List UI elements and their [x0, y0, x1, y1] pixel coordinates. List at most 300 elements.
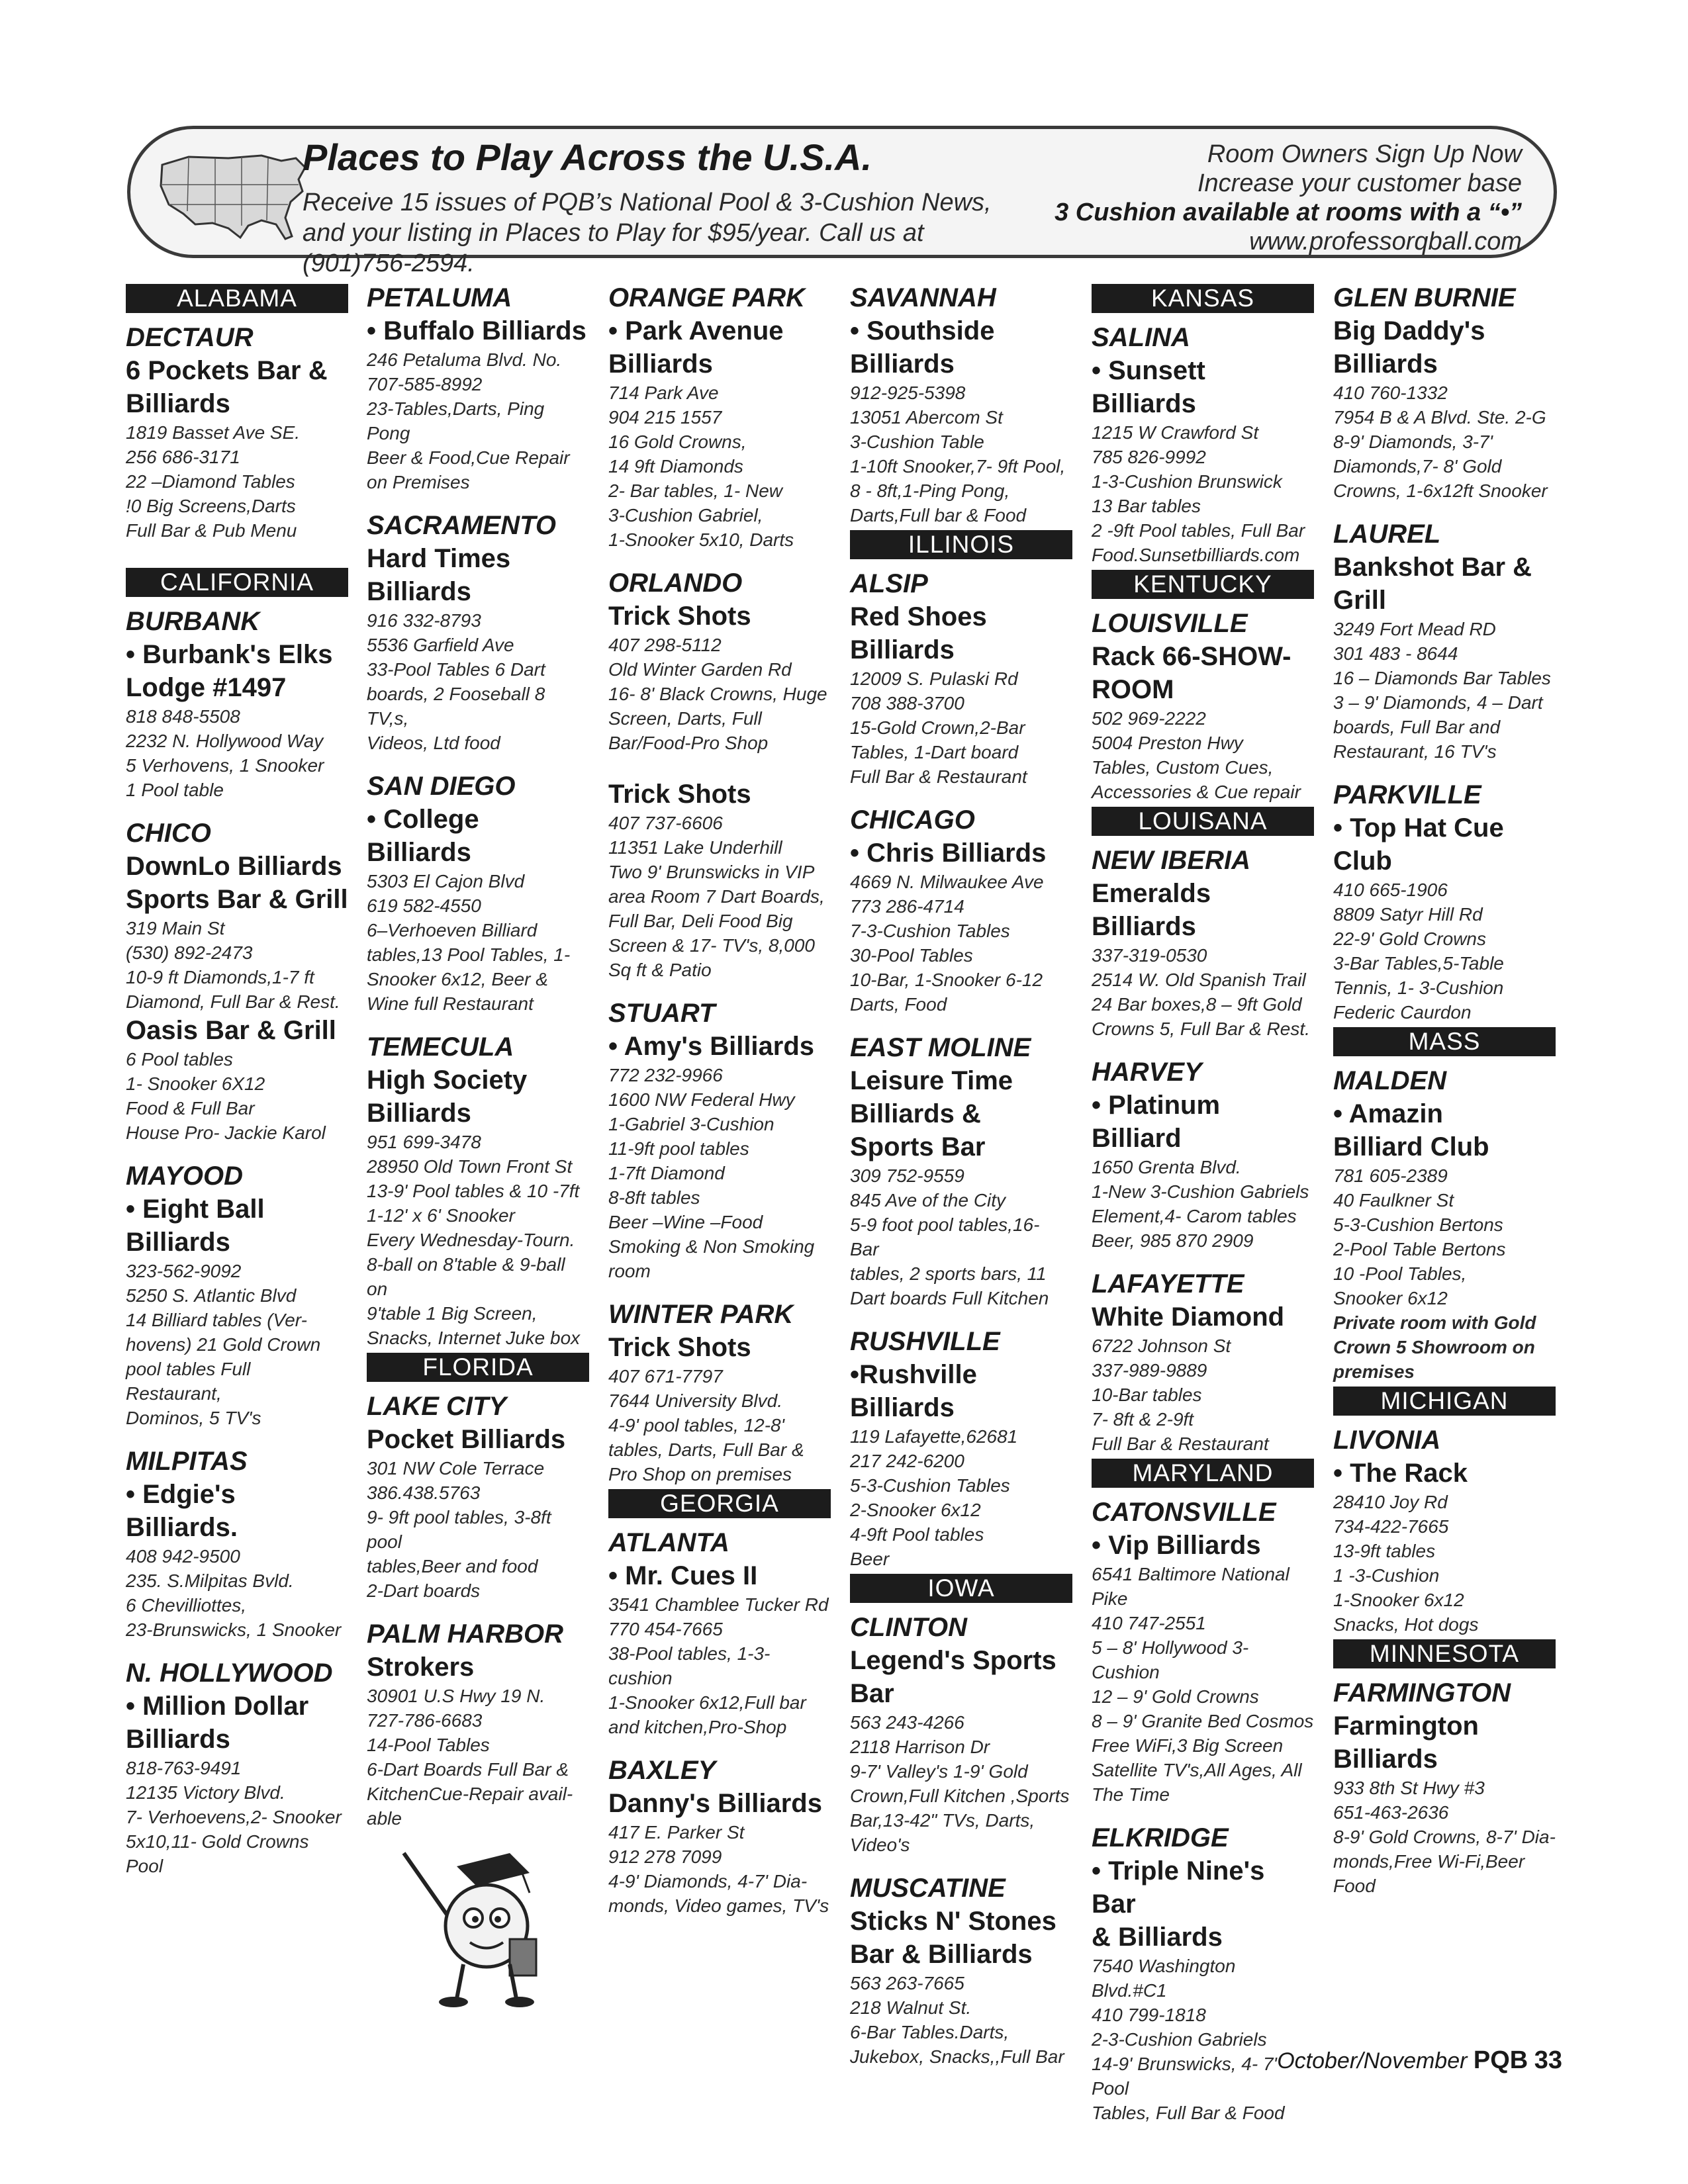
- state-header: MICHIGAN: [1333, 1387, 1556, 1416]
- venue-detail: 714 Park Ave: [608, 383, 719, 403]
- listing-column: [126, 281, 348, 1878]
- venue-detail: 770 454-7665: [608, 1619, 723, 1639]
- venue-detail: Beer –Wine –Food: [608, 1212, 763, 1232]
- venue-detail: 410 747-2551: [1092, 1613, 1206, 1633]
- state-header: KENTUCKY: [1092, 570, 1314, 599]
- venue-detail: Beer, 985 870 2909: [1092, 1230, 1254, 1251]
- venue-detail: Food & Full Bar: [126, 1098, 255, 1118]
- venue-detail: 951 699-3478: [367, 1132, 481, 1152]
- venue-detail: Free WiFi,3 Big Screen: [1092, 1735, 1284, 1756]
- city-heading: N. HOLLYWOOD: [126, 1659, 333, 1688]
- professor-mascot-icon: [377, 1840, 549, 2012]
- city-heading: BAXLEY: [608, 1756, 716, 1785]
- venue-detail: 7540 Washington Blvd.#C1: [1092, 1956, 1236, 2001]
- venue-detail: 9'table 1 Big Screen,: [367, 1303, 538, 1324]
- venue-detail: monds, Video games, TV's: [608, 1895, 829, 1916]
- city-heading: PALM HARBOR: [367, 1619, 564, 1649]
- venue-detail: Snooker 6x12: [1333, 1288, 1448, 1308]
- venue-name: Emeralds Billiards: [1092, 879, 1211, 941]
- venue-detail: 23-Brunswicks, 1 Snooker: [126, 1619, 342, 1640]
- venue-detail: 7644 University Blvd.: [608, 1390, 783, 1411]
- venue-detail: Bar/Food-Pro Shop: [608, 733, 769, 753]
- venue-name: • Platinum Billiard: [1092, 1091, 1221, 1153]
- venue-name: Pocket Billiards: [367, 1425, 566, 1454]
- venue-detail: 1 Pool table: [126, 780, 224, 800]
- venue-detail: 563 263-7665: [850, 1973, 964, 1993]
- venue-detail: 12 – 9' Gold Crowns: [1092, 1686, 1259, 1707]
- venue-detail: 3 – 9' Diamonds, 4 – Dart: [1333, 692, 1543, 713]
- city-heading: STUART: [608, 999, 716, 1028]
- venue-name: ROOM: [1092, 675, 1174, 704]
- venue-detail: 6 Chevilliottes,: [126, 1595, 247, 1615]
- venue-name: •Rushville Billiards: [850, 1360, 977, 1422]
- venue-name: Rack 66-SHOW-: [1092, 642, 1291, 671]
- venue-name: Hard Times: [367, 544, 511, 573]
- venue-name: • Amazin: [1333, 1099, 1443, 1128]
- venue-detail: 408 942-9500: [126, 1546, 240, 1567]
- venue-detail: 818 848-5508: [126, 706, 240, 727]
- venue-detail: 3-Bar Tables,5-Table: [1333, 953, 1504, 974]
- venue-detail: 1- Snooker 6X12: [126, 1073, 265, 1094]
- venue-detail: 16- 8' Black Crowns, Huge: [608, 684, 827, 704]
- venue-name: DownLo Billiards: [126, 852, 342, 881]
- page-title: Places to Play Across the U.S.A.: [303, 136, 872, 178]
- venue-name: • Park Avenue: [608, 316, 784, 345]
- venue-detail: 5303 El Cajon Blvd: [367, 871, 525, 891]
- venue-detail: 218 Walnut St.: [850, 1997, 972, 2018]
- venue-detail: Full Bar, Deli Food Big: [608, 911, 793, 931]
- venue-detail: 5 Verhovens, 1 Snooker: [126, 755, 324, 776]
- venue-detail: 119 Lafayette,62681: [850, 1426, 1018, 1447]
- venue-name: • Mr. Cues II: [608, 1561, 758, 1590]
- city-heading: MALDEN: [1333, 1066, 1447, 1095]
- venue-detail: House Pro- Jackie Karol: [126, 1122, 326, 1143]
- venue-name: White Diamond: [1092, 1302, 1285, 1332]
- venue-name: • College Billiards: [367, 805, 479, 867]
- venue-detail: Satellite TV's,All Ages, All: [1092, 1760, 1302, 1780]
- venue-detail: 16 – Diamonds Bar Tables: [1333, 668, 1551, 688]
- venue-name: Billiard Club: [1333, 1132, 1489, 1161]
- venue-detail: (530) 892-2473: [126, 942, 253, 963]
- venue-detail: 933 8th St Hwy #3: [1333, 1778, 1485, 1798]
- venue-detail: 904 215 1557: [608, 407, 722, 428]
- venue-detail: 5 – 8' Hollywood 3-Cushion: [1092, 1637, 1249, 1682]
- venue-detail: 13-9' Pool tables & 10 -7ft: [367, 1181, 580, 1201]
- venue-detail: 708 388-3700: [850, 693, 964, 713]
- venue-detail: Diamonds,7- 8' Gold: [1333, 456, 1502, 477]
- venue-detail: 386.438.5763: [367, 1482, 481, 1503]
- city-heading: DECTAUR: [126, 323, 254, 352]
- city-heading: ELKRIDGE: [1092, 1823, 1229, 1852]
- venue-detail: 12135 Victory Blvd.: [126, 1782, 285, 1803]
- venue-detail: Snacks, Internet Juke box: [367, 1328, 581, 1348]
- listing-column: [367, 281, 589, 1831]
- venue-detail: Tables, Full Bar & Food: [1092, 2103, 1285, 2123]
- venue-detail: 410 799-1818: [1092, 2005, 1206, 2025]
- venue-name: Billiards: [367, 1099, 471, 1128]
- venue-detail: 773 286-4714: [850, 896, 964, 917]
- venue-name: Billiards: [608, 349, 713, 379]
- venue-detail: 410 760-1332: [1333, 383, 1448, 403]
- venue-name: Sticks N' Stones: [850, 1907, 1056, 1936]
- city-heading: ALSIP: [850, 569, 928, 598]
- venue-highlight: premises: [1333, 1361, 1415, 1382]
- venue-detail: Accessories & Cue repair: [1092, 782, 1301, 802]
- venue-detail: 14 9ft Diamonds: [608, 456, 743, 477]
- venue-detail: 1-3-Cushion Brunswick: [1092, 471, 1282, 492]
- venue-detail: Wine full Restaurant: [367, 993, 534, 1014]
- state-header: ILLINOIS: [850, 530, 1072, 559]
- venue-detail: 8-9' Gold Crowns, 8-7' Dia-: [1333, 1827, 1556, 1847]
- header-right-line: Increase your customer base: [1197, 169, 1522, 197]
- venue-detail: 5250 S. Atlantic Blvd: [126, 1285, 297, 1306]
- venue-detail: 12009 S. Pulaski Rd: [850, 668, 1018, 689]
- venue-name: Bankshot Bar & Grill: [1333, 553, 1532, 615]
- venue-detail: 5x10,11- Gold Crowns Pool: [126, 1831, 309, 1876]
- venue-detail: 11351 Lake Underhill: [608, 837, 782, 858]
- venue-detail: 337-319-0530: [1092, 945, 1207, 966]
- venue-name: • Million Dollar: [126, 1692, 309, 1721]
- venue-detail: 30-Pool Tables: [850, 945, 973, 966]
- venue-detail: 2-Dart boards: [367, 1580, 481, 1601]
- venue-detail: 10 -Pool Tables,: [1333, 1263, 1467, 1284]
- venue-detail: Food.Sunsetbilliards.com: [1092, 545, 1300, 565]
- state-header: MINNESOTA: [1333, 1639, 1556, 1668]
- venue-name: Sports Bar & Grill: [126, 885, 348, 914]
- header-right-line: Room Owners Sign Up Now: [1207, 140, 1522, 168]
- venue-name: Farmington: [1333, 1711, 1479, 1741]
- venue-name: Danny's Billiards: [608, 1789, 822, 1818]
- venue-detail: 13-9ft tables: [1333, 1541, 1436, 1561]
- venue-detail: 912-925-5398: [850, 383, 966, 403]
- venue-detail: 22 –Diamond Tables: [126, 471, 295, 492]
- city-heading: EAST MOLINE: [850, 1033, 1031, 1062]
- venue-detail: 417 E. Parker St: [608, 1822, 745, 1843]
- venue-detail: Tables, Custom Cues,: [1092, 757, 1274, 778]
- venue-name: Trick Shots: [608, 1333, 751, 1362]
- venue-detail: Crown,Full Kitchen ,Sports: [850, 1786, 1070, 1806]
- venue-name: • Edgie's Billiards.: [126, 1480, 238, 1542]
- venue-detail: 38-Pool tables, 1-3-cushion: [608, 1643, 771, 1688]
- venue-detail: 1 -3-Cushion: [1333, 1565, 1440, 1586]
- venue-name: Billiards: [1333, 1745, 1438, 1774]
- venue-detail: 301 483 - 8644: [1333, 643, 1458, 664]
- venue-name: • Triple Nine's Bar: [1092, 1856, 1265, 1919]
- venue-detail: Pro Shop on premises: [608, 1464, 792, 1484]
- city-heading: TEMECULA: [367, 1032, 514, 1062]
- venue-name: Billiards: [126, 1725, 230, 1754]
- venue-detail: Beer: [850, 1549, 890, 1569]
- header-banner: [127, 126, 1557, 277]
- venue-detail: 2-Pool Table Bertons: [1333, 1239, 1506, 1259]
- venue-detail: 4669 N. Milwaukee Ave: [850, 872, 1044, 892]
- venue-detail: Full Bar & Pub Menu: [126, 520, 297, 541]
- venue-detail: Jukebox, Snacks,,Full Bar: [850, 2046, 1064, 2067]
- venue-detail: 5004 Preston Hwy: [1092, 733, 1243, 753]
- venue-detail: 4-9ft Pool tables: [850, 1524, 984, 1545]
- venue-detail: tables,13 Pool Tables, 1-: [367, 944, 571, 965]
- venue-detail: 28410 Joy Rd: [1333, 1492, 1448, 1512]
- venue-name: High Society: [367, 1066, 528, 1095]
- venue-detail: The Time: [1092, 1784, 1170, 1805]
- venue-detail: Dominos, 5 TV's: [126, 1408, 261, 1428]
- website-url: www.professorqball.com: [1249, 228, 1522, 255]
- venue-detail: Screen & 17- TV's, 8,000: [608, 935, 815, 956]
- venue-detail: 4-9' Diamonds, 4-7' Dia-: [608, 1871, 808, 1891]
- venue-detail: 781 605-2389: [1333, 1165, 1448, 1186]
- city-heading: SAVANNAH: [850, 283, 996, 312]
- venue-name: • Sunsett Billiards: [1092, 356, 1205, 418]
- venue-detail: 22-9' Gold Crowns: [1333, 929, 1486, 949]
- venue-detail: 410 665-1906: [1333, 880, 1448, 900]
- venue-name: • The Rack: [1333, 1459, 1468, 1488]
- city-heading: MAYOOD: [126, 1161, 244, 1191]
- venue-detail: 1-Snooker 6x12,Full bar: [608, 1692, 806, 1713]
- state-header: MARYLAND: [1092, 1459, 1314, 1488]
- venue-detail: 3-Cushion Gabriel,: [608, 505, 763, 525]
- listing-column: [850, 281, 1072, 2069]
- state-header: MASS: [1333, 1027, 1556, 1056]
- venue-name: Billiards: [1333, 349, 1438, 379]
- venue-detail: 1650 Grenta Blvd.: [1092, 1157, 1241, 1177]
- venue-detail: Federic Caurdon: [1333, 1002, 1472, 1023]
- venue-detail: Dart boards Full Kitchen: [850, 1288, 1049, 1308]
- venue-detail: Crowns, 1-6x12ft Snooker: [1333, 480, 1548, 501]
- venue-detail: 772 232-9966: [608, 1065, 723, 1085]
- venue-detail: 7954 B & A Blvd. Ste. 2-G: [1333, 407, 1546, 428]
- venue-detail: 1-New 3-Cushion Gabriels: [1092, 1181, 1309, 1202]
- city-heading: BURBANK: [126, 607, 260, 636]
- state-header: KANSAS: [1092, 284, 1314, 313]
- venue-detail: Crowns 5, Full Bar & Rest.: [1092, 1019, 1310, 1039]
- header-sub-line: and your listing in Places to Play for $95/year. Call us at (901)756-2594.: [303, 219, 924, 277]
- listing-column: [608, 281, 831, 1918]
- city-heading: HARVEY: [1092, 1058, 1202, 1087]
- venue-detail: 6–Verhoeven Billiard: [367, 920, 538, 940]
- city-heading: CATONSVILLE: [1092, 1498, 1276, 1527]
- venue-detail: tables,Beer and food: [367, 1556, 538, 1576]
- venue-detail: 1600 NW Federal Hwy: [608, 1089, 795, 1110]
- venue-name: • Eight Ball Billiards: [126, 1195, 265, 1257]
- city-heading: WINTER PARK: [608, 1300, 794, 1329]
- venue-name: Trick Shots: [608, 780, 751, 809]
- venue-detail: 2-Snooker 6x12: [850, 1500, 981, 1520]
- venue-detail: 2118 Harrison Dr: [850, 1737, 990, 1757]
- venue-detail: 33-Pool Tables 6 Dart: [367, 659, 545, 680]
- venue-name: • Top Hat Cue Club: [1333, 813, 1504, 876]
- venue-detail: 7- 8ft & 2-9ft: [1092, 1409, 1194, 1430]
- city-heading: CHICO: [126, 819, 211, 848]
- venue-detail: area Room 7 Dart Boards,: [608, 886, 825, 907]
- header-room-owners-text: [1019, 140, 1522, 256]
- venue-detail: 6 Pool tables: [126, 1049, 233, 1069]
- venue-detail: boards, 2 Fooseball 8 TV,s,: [367, 684, 545, 729]
- venue-detail: 309 752-9559: [850, 1165, 964, 1186]
- venue-highlight: Private room with Gold: [1333, 1312, 1536, 1333]
- venue-name: Strokers: [367, 1653, 475, 1682]
- state-header: ALABAMA: [126, 284, 348, 313]
- venue-detail: 1-Snooker 6x12: [1333, 1590, 1464, 1610]
- venue-detail: 6722 Johnson St: [1092, 1336, 1231, 1356]
- venue-detail: Darts,Full bar & Food: [850, 505, 1027, 525]
- venue-highlight: Crown 5 Showroom on: [1333, 1337, 1535, 1357]
- venue-detail: Tennis, 1- 3-Cushion: [1333, 978, 1504, 998]
- venue-detail: 563 243-4266: [850, 1712, 964, 1733]
- venue-detail: 845 Ave of the City: [850, 1190, 1006, 1210]
- venue-detail: 323-562-9092: [126, 1261, 242, 1281]
- venue-detail: Pike: [1092, 1588, 1128, 1609]
- venue-name: Sports Bar: [850, 1132, 986, 1161]
- venue-detail: 2232 N. Hollywood Way: [126, 731, 324, 751]
- venue-detail: and kitchen,Pro-Shop: [608, 1717, 787, 1737]
- state-header: CALIFORNIA: [126, 568, 348, 597]
- venue-name: Oasis Bar & Grill: [126, 1016, 336, 1045]
- venue-detail: 502 969-2222: [1092, 708, 1206, 729]
- venue-detail: 407 737-6606: [608, 813, 723, 833]
- spacer: [126, 543, 348, 565]
- usa-map-icon: [149, 138, 314, 251]
- city-heading: NEW IBERIA: [1092, 846, 1250, 875]
- venue-name: Big Daddy's: [1333, 316, 1485, 345]
- venue-detail: 337-989-9889: [1092, 1360, 1207, 1381]
- city-heading: PARKVILLE: [1333, 780, 1481, 809]
- venue-name: Billiards: [367, 577, 471, 606]
- venue-detail: Old Winter Garden Rd: [608, 659, 792, 680]
- header-subscription-text: [303, 187, 1004, 279]
- venue-name: Billiards: [126, 389, 230, 418]
- state-header: IOWA: [850, 1574, 1072, 1603]
- state-header: FLORIDA: [367, 1353, 589, 1382]
- city-heading: LIVONIA: [1333, 1426, 1441, 1455]
- city-heading: ATLANTA: [608, 1528, 729, 1557]
- venue-detail: 256 686-3171: [126, 447, 240, 467]
- city-heading: ORLANDO: [608, 569, 743, 598]
- venue-name: Leisure Time: [850, 1066, 1013, 1095]
- venue-name: Lodge #1497: [126, 673, 287, 702]
- venue-name: & Billiards: [1092, 1923, 1223, 1952]
- venue-detail: 651-463-2636: [1333, 1802, 1449, 1823]
- venue-detail: tables, 2 sports bars, 11: [850, 1263, 1047, 1284]
- venue-detail: 7-3-Cushion Tables: [850, 921, 1010, 941]
- venue-detail: 5-9 foot pool tables,16- Bar: [850, 1214, 1040, 1259]
- venue-detail: 916 332-8793: [367, 610, 481, 631]
- venue-detail: Sq ft & Patio: [608, 960, 712, 980]
- venue-detail: Every Wednesday-Tourn.: [367, 1230, 575, 1250]
- venue-detail: 13 Bar tables: [1092, 496, 1201, 516]
- venue-detail: 785 826-9992: [1092, 447, 1206, 467]
- city-heading: GLEN BURNIE: [1333, 283, 1516, 312]
- city-heading: LAKE CITY: [367, 1392, 507, 1421]
- venue-detail: 8-9' Diamonds, 3-7': [1333, 432, 1493, 452]
- listing-column: [1333, 281, 1556, 1898]
- header-right-line: 3 Cushion available at rooms with a “•”: [1055, 199, 1522, 226]
- venue-detail: 619 582-4550: [367, 895, 481, 916]
- venue-detail: 1215 W Crawford St: [1092, 422, 1259, 443]
- venue-name: • Vip Billiards: [1092, 1531, 1261, 1560]
- venue-detail: 14-9' Brunswicks, 4- 7' Pool: [1092, 2054, 1277, 2099]
- venue-detail: Two 9' Brunswicks in VIP: [608, 862, 815, 882]
- venue-detail: 235. S.Milpitas Bvld.: [126, 1570, 294, 1591]
- venue-detail: 8 – 9' Granite Bed Cosmos: [1092, 1711, 1314, 1731]
- city-heading: RUSHVILLE: [850, 1327, 1000, 1356]
- city-heading: SALINA: [1092, 323, 1190, 352]
- venue-detail: Snacks, Hot dogs: [1333, 1614, 1479, 1635]
- venue-detail: 15-Gold Crown,2-Bar: [850, 717, 1025, 738]
- venue-detail: 6541 Baltimore National: [1092, 1564, 1289, 1584]
- venue-name: • Southside Billiards: [850, 316, 995, 379]
- venue-detail: 6-Dart Boards Full Bar &: [367, 1759, 569, 1780]
- venue-detail: Diamond, Full Bar & Rest.: [126, 991, 340, 1012]
- venue-detail: 1-10ft Snooker,7- 9ft Pool,: [850, 456, 1066, 477]
- city-heading: MUSCATINE: [850, 1874, 1006, 1903]
- venue-detail: 8-ball on 8'table & 9-ball on: [367, 1254, 565, 1299]
- venue-detail: 14 Billiard tables (Ver-: [126, 1310, 307, 1330]
- venue-detail: 407 671-7797: [608, 1366, 723, 1387]
- venue-name: Legend's Sports Bar: [850, 1646, 1056, 1708]
- venue-detail: 5536 Garfield Ave: [367, 635, 514, 655]
- venue-detail: 23-Tables,Darts, Ping Pong: [367, 398, 545, 443]
- venue-detail: 5-3-Cushion Tables: [850, 1475, 1010, 1496]
- venue-detail: hovens) 21 Gold Crown: [126, 1334, 321, 1355]
- venue-detail: 40 Faulkner St: [1333, 1190, 1454, 1210]
- venue-detail: Bar,13-42" TVs, Darts,: [850, 1810, 1035, 1831]
- venue-name: Bar & Billiards: [850, 1940, 1033, 1969]
- venue-detail: 1-12' x 6' Snooker: [367, 1205, 515, 1226]
- venue-detail: 3-Cushion Table: [850, 432, 984, 452]
- city-heading: SACRAMENTO: [367, 511, 556, 540]
- venue-detail: boards, Full Bar and: [1333, 717, 1501, 737]
- city-heading: CLINTON: [850, 1613, 968, 1642]
- city-heading: LOUISVILLE: [1092, 609, 1248, 638]
- venue-detail: Snooker 6x12, Beer &: [367, 969, 548, 989]
- venue-detail: Full Bar & Restaurant: [1092, 1433, 1269, 1454]
- footer-issue: October/November: [1277, 2048, 1468, 2073]
- venue-detail: 11-9ft pool tables: [608, 1138, 749, 1159]
- venue-detail: 9- 9ft pool tables, 3-8ft pool: [367, 1507, 551, 1552]
- venue-detail: !0 Big Screens,Darts: [126, 496, 296, 516]
- header-sub-line: Receive 15 issues of PQB’s National Pool & 3-Cushion News,: [303, 189, 992, 216]
- venue-detail: 10-Bar tables: [1092, 1385, 1202, 1405]
- page-footer: [1277, 2046, 1562, 2075]
- venue-detail: 1-Snooker 5x10, Darts: [608, 529, 794, 550]
- venue-detail: 8 - 8ft,1-Ping Pong,: [850, 480, 1010, 501]
- city-heading: SAN DIEGO: [367, 772, 516, 801]
- venue-detail: 818-763-9491: [126, 1758, 242, 1778]
- venue-detail: 14-Pool Tables: [367, 1735, 490, 1755]
- venue-detail: Screen, Darts, Full: [608, 708, 762, 729]
- venue-detail: 24 Bar boxes,8 – 9ft Gold: [1092, 994, 1302, 1015]
- venue-detail: Tables, 1-Dart board: [850, 742, 1019, 762]
- venue-detail: Full Bar & Restaurant: [850, 766, 1027, 787]
- venue-detail: room: [608, 1261, 651, 1281]
- venue-detail: 2 -9ft Pool tables, Full Bar: [1092, 520, 1305, 541]
- city-heading: ORANGE PARK: [608, 283, 806, 312]
- city-heading: CHICAGO: [850, 805, 975, 835]
- footer-brand: PQB: [1473, 2046, 1528, 2074]
- city-heading: PETALUMA: [367, 283, 512, 312]
- venue-detail: Videos, Ltd food: [367, 733, 500, 753]
- venue-name: • Amy's Billiards: [608, 1032, 815, 1061]
- venue-name: Billiards &: [850, 1099, 981, 1128]
- venue-detail: 16 Gold Crowns,: [608, 432, 747, 452]
- venue-detail: 7- Verhoevens,2- Snooker: [126, 1807, 342, 1827]
- venue-detail: able: [367, 1808, 402, 1829]
- listing-column: [1092, 281, 1314, 2125]
- venue-detail: 8809 Satyr Hill Rd: [1333, 904, 1483, 925]
- venue-detail: Video's: [850, 1835, 910, 1855]
- city-heading: FARMINGTON: [1333, 1678, 1511, 1707]
- venue-detail: Element,4- Carom tables: [1092, 1206, 1297, 1226]
